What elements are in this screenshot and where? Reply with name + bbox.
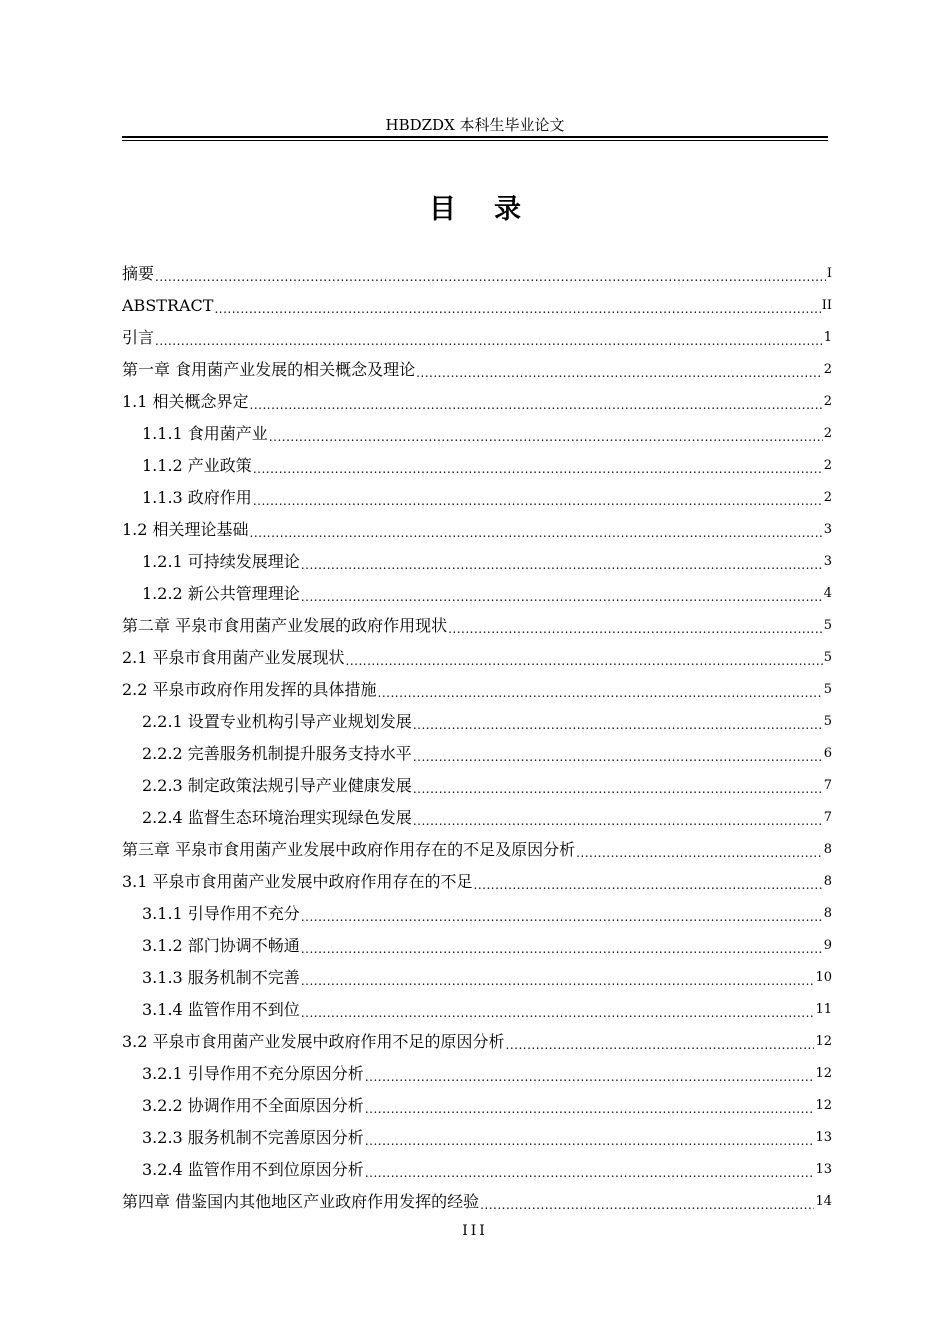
toc-entry[interactable] [122, 898, 832, 930]
toc-leader-dots [301, 898, 823, 930]
toc-entry[interactable] [122, 418, 832, 450]
toc-entry-label: ABSTRACT [122, 296, 214, 315]
table-of-contents [122, 258, 832, 1218]
toc-entry-page: 3 [823, 522, 832, 537]
toc-entry-page: 3 [823, 554, 832, 569]
toc-leader-dots [365, 1122, 815, 1154]
toc-entry-label: 1.1.2 产业政策 [142, 456, 252, 475]
toc-leader-dots [214, 290, 820, 322]
toc-entry-label: 引言 [122, 328, 155, 347]
toc-leader-dots [253, 482, 823, 514]
toc-entry-label: 3.2.1 引导作用不充分原因分析 [142, 1064, 364, 1083]
toc-entry-page: 11 [815, 1002, 832, 1017]
toc-entry-page: 5 [823, 650, 832, 665]
toc-entry[interactable] [122, 930, 832, 962]
toc-entry-label: 2.2.4 监督生态环境治理实现绿色发展 [142, 808, 412, 827]
toc-entry[interactable] [122, 514, 832, 546]
toc-leader-dots [413, 770, 823, 802]
toc-entry-label: 3.1.1 引导作用不充分 [142, 904, 300, 923]
toc-entry-label: 第一章 食用菌产业发展的相关概念及理论 [122, 360, 416, 379]
toc-entry[interactable] [122, 322, 832, 354]
toc-leader-dots [365, 1154, 815, 1186]
toc-entry-page: 12 [815, 1066, 832, 1081]
toc-entry-page: 4 [823, 586, 832, 601]
toc-entry[interactable] [122, 802, 832, 834]
toc-entry-label: 3.1.4 监管作用不到位 [142, 1000, 300, 1019]
toc-leader-dots [155, 258, 826, 290]
toc-entry-label: 摘要 [122, 264, 155, 283]
toc-entry[interactable] [122, 1154, 832, 1186]
toc-entry-page: 8 [823, 874, 832, 889]
toc-leader-dots [253, 450, 823, 482]
toc-entry-label: 3.1.2 部门协调不畅通 [142, 936, 300, 955]
toc-entry[interactable] [122, 354, 832, 386]
header-rule-thick [122, 136, 828, 138]
toc-entry[interactable] [122, 482, 832, 514]
toc-entry[interactable] [122, 578, 832, 610]
header-rule-thin [122, 140, 828, 141]
toc-entry[interactable] [122, 642, 832, 674]
toc-entry-label: 第三章 平泉市食用菌产业发展中政府作用存在的不足及原因分析 [122, 840, 576, 859]
toc-entry-label: 2.1 平泉市食用菌产业发展现状 [122, 648, 345, 667]
toc-leader-dots [365, 1090, 815, 1122]
toc-entry-page: 8 [823, 906, 832, 921]
toc-entry[interactable] [122, 1122, 832, 1154]
toc-leader-dots [346, 642, 823, 674]
toc-entry-label: 1.1.1 食用菌产业 [142, 424, 268, 443]
toc-entry-page: 2 [823, 394, 832, 409]
toc-leader-dots [576, 834, 823, 866]
page-number: III [462, 1223, 488, 1239]
toc-entry-page: 14 [815, 1194, 832, 1209]
toc-entry-page: 7 [823, 778, 832, 793]
toc-entry-label: 3.2.3 服务机制不完善原因分析 [142, 1128, 364, 1147]
toc-leader-dots [448, 610, 823, 642]
toc-entry-label: 1.2 相关理论基础 [122, 520, 249, 539]
toc-entry-page: 5 [823, 682, 832, 697]
toc-entry-page: 2 [823, 490, 832, 505]
toc-entry[interactable] [122, 1186, 832, 1218]
toc-entry[interactable] [122, 738, 832, 770]
toc-entry-label: 第二章 平泉市食用菌产业发展的政府作用现状 [122, 616, 448, 635]
toc-leader-dots [413, 738, 823, 770]
page-header: HBDZDX 本科生毕业论文 [385, 116, 565, 134]
toc-leader-dots [416, 354, 823, 386]
toc-leader-dots [413, 706, 823, 738]
toc-entry[interactable] [122, 866, 832, 898]
toc-entry[interactable] [122, 546, 832, 578]
toc-entry-label: 3.2.4 监管作用不到位原因分析 [142, 1160, 364, 1179]
toc-entry-page: 7 [823, 810, 832, 825]
toc-leader-dots [155, 322, 823, 354]
toc-leader-dots [365, 1058, 815, 1090]
toc-entry-page: 2 [823, 426, 832, 441]
toc-entry-page: 12 [815, 1034, 832, 1049]
toc-entry[interactable] [122, 610, 832, 642]
toc-leader-dots [301, 994, 815, 1026]
toc-entry-page: 5 [823, 618, 832, 633]
toc-entry-label: 1.1.3 政府作用 [142, 488, 252, 507]
toc-entry-label: 2.2 平泉市政府作用发挥的具体措施 [122, 680, 377, 699]
toc-entry[interactable] [122, 834, 832, 866]
toc-entry-page: 5 [823, 714, 832, 729]
toc-entry-label: 第四章 借鉴国内其他地区产业政府作用发挥的经验 [122, 1192, 480, 1211]
toc-entry-page: 13 [815, 1130, 832, 1145]
toc-entry-page: I [826, 266, 832, 281]
toc-entry-page: 2 [823, 362, 832, 377]
toc-entry-page: 8 [823, 842, 832, 857]
toc-entry-page: 1 [823, 330, 832, 345]
toc-leader-dots [301, 546, 823, 578]
toc-entry[interactable] [122, 290, 832, 322]
toc-entry[interactable] [122, 258, 832, 290]
toc-title: 目录 [429, 194, 559, 225]
toc-leader-dots [413, 802, 823, 834]
toc-leader-dots [301, 578, 823, 610]
toc-entry[interactable] [122, 962, 832, 994]
toc-entry-page: 9 [823, 938, 832, 953]
toc-entry-page: 13 [815, 1162, 832, 1177]
toc-leader-dots [250, 514, 823, 546]
toc-leader-dots [474, 866, 823, 898]
toc-entry[interactable] [122, 770, 832, 802]
toc-leader-dots [301, 930, 823, 962]
toc-entry[interactable] [122, 1090, 832, 1122]
toc-entry-label: 2.2.2 完善服务机制提升服务支持水平 [142, 744, 412, 763]
toc-entry-page: II [821, 298, 832, 313]
toc-leader-dots [269, 418, 823, 450]
toc-leader-dots [506, 1026, 815, 1058]
toc-entry-label: 3.1.3 服务机制不完善 [142, 968, 300, 987]
toc-entry[interactable] [122, 674, 832, 706]
toc-entry[interactable] [122, 1026, 832, 1058]
toc-leader-dots [480, 1186, 814, 1218]
toc-entry-label: 3.2 平泉市食用菌产业发展中政府作用不足的原因分析 [122, 1032, 505, 1051]
toc-leader-dots [301, 962, 815, 994]
toc-entry-label: 1.1 相关概念界定 [122, 392, 249, 411]
toc-entry-page: 12 [815, 1098, 832, 1113]
toc-entry[interactable] [122, 450, 832, 482]
toc-entry-label: 3.1 平泉市食用菌产业发展中政府作用存在的不足 [122, 872, 473, 891]
toc-entry[interactable] [122, 706, 832, 738]
toc-entry-label: 3.2.2 协调作用不全面原因分析 [142, 1096, 364, 1115]
toc-entry[interactable] [122, 386, 832, 418]
toc-leader-dots [378, 674, 823, 706]
toc-entry[interactable] [122, 994, 832, 1026]
toc-entry-page: 10 [815, 970, 832, 985]
toc-entry-label: 1.2.2 新公共管理理论 [142, 584, 300, 603]
toc-entry-label: 1.2.1 可持续发展理论 [142, 552, 300, 571]
toc-entry-label: 2.2.1 设置专业机构引导产业规划发展 [142, 712, 412, 731]
toc-entry-page: 2 [823, 458, 832, 473]
toc-entry-page: 6 [823, 746, 832, 761]
toc-leader-dots [250, 386, 823, 418]
toc-entry-label: 2.2.3 制定政策法规引导产业健康发展 [142, 776, 412, 795]
toc-entry[interactable] [122, 1058, 832, 1090]
